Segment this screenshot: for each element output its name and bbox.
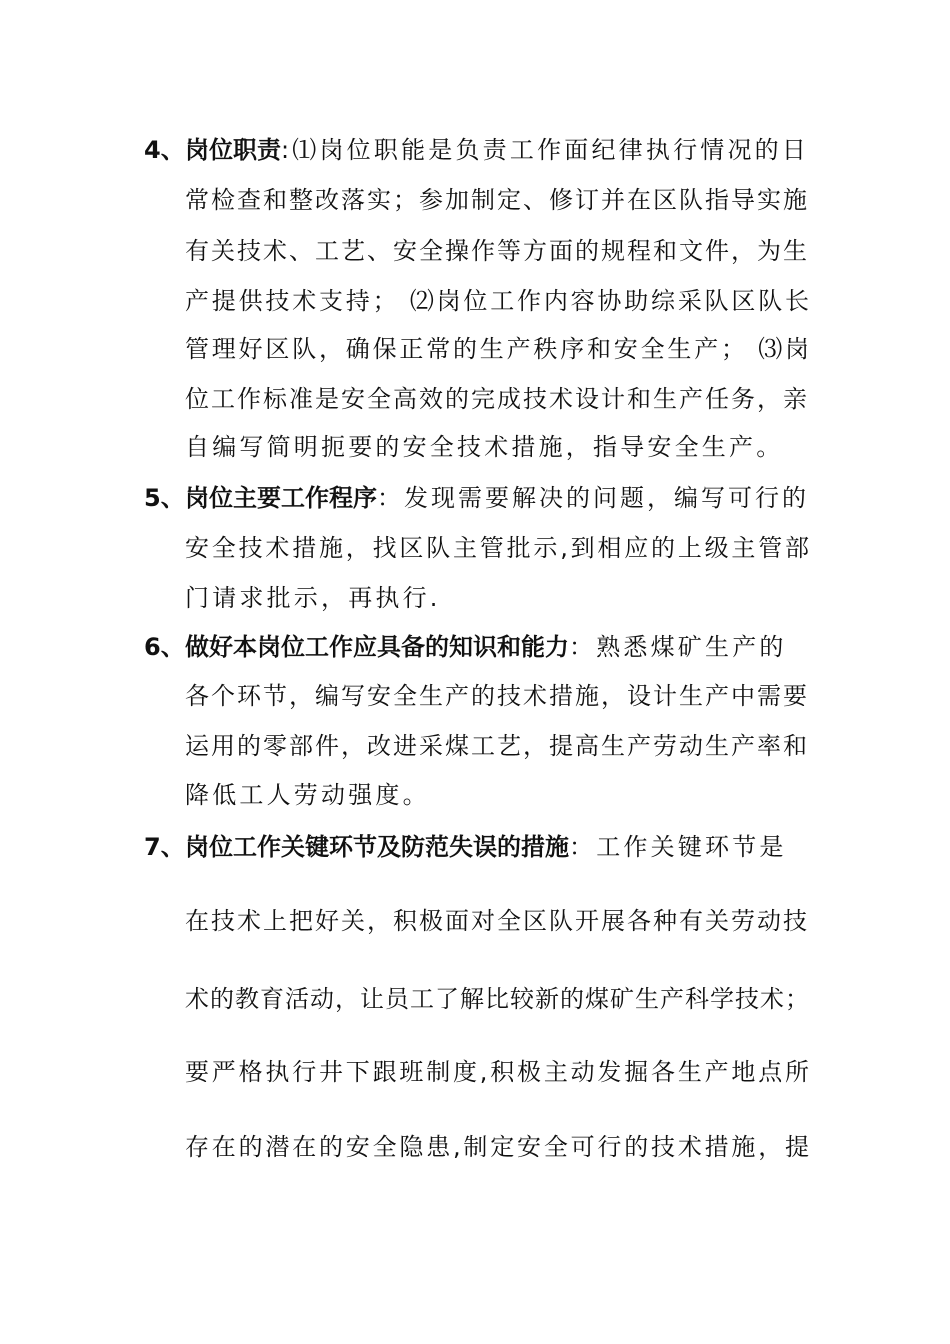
section-text: ：发现需要解决的问题，编写可行的 xyxy=(377,484,809,512)
body-line: 运用的零部件，改进采煤工艺，提高生产劳动生产率和 xyxy=(185,732,809,760)
section-number: 4、 xyxy=(144,136,185,164)
section-heading: 做好本岗位工作应具备的知识和能力 xyxy=(185,633,569,661)
section-text: :⑴岗位职能是负责工作面纪律执行情况的日 xyxy=(281,136,810,164)
body-line: 在技术上把好关，积极面对全区队开展各种有关劳动技 xyxy=(185,907,809,935)
section-heading: 岗位主要工作程序 xyxy=(185,484,377,512)
section-number: 5、 xyxy=(144,484,185,512)
body-line: 有关技术、工艺、安全操作等方面的规程和文件，为生 xyxy=(185,237,809,265)
section-first-line xyxy=(185,483,809,513)
body-line: 自编写简明扼要的安全技术措施，指导安全生产。 xyxy=(185,433,784,461)
section-text: ：熟悉煤矿生产的 xyxy=(569,633,787,661)
body-line: 产提供技术支持； ⑵岗位工作内容协助综采队区队长 xyxy=(185,287,812,315)
body-line: 门请求批示，再执行. xyxy=(185,584,441,612)
body-line: 存在的潜在的安全隐患,制定安全可行的技术措施，提 xyxy=(185,1133,812,1161)
section-text: ：工作关键环节是 xyxy=(569,833,787,861)
body-line: 位工作标准是安全高效的完成技术设计和生产任务，亲 xyxy=(185,385,809,413)
section-heading: 岗位职责 xyxy=(185,136,281,164)
section-first-line xyxy=(185,135,809,165)
section-first-line xyxy=(185,632,787,662)
section-heading: 岗位工作关键环节及防范失误的措施 xyxy=(185,833,569,861)
body-line: 各个环节，编写安全生产的技术措施，设计生产中需要 xyxy=(185,682,809,710)
section-number: 6、 xyxy=(144,633,185,661)
section-number: 7、 xyxy=(144,833,185,861)
body-line: 管理好区队，确保正常的生产秩序和安全生产； ⑶岗 xyxy=(185,335,812,363)
body-line: 常检查和整改落实；参加制定、修订并在区队指导实施 xyxy=(185,186,809,214)
body-line: 安全技术措施，找区队主管批示,到相应的上级主管部 xyxy=(185,534,812,562)
body-line: 术的教育活动，让员工了解比较新的煤矿生产科学技术； xyxy=(185,985,810,1013)
body-line: 要严格执行井下跟班制度,积极主动发掘各生产地点所 xyxy=(185,1058,812,1086)
body-line: 降低工人劳动强度。 xyxy=(185,781,430,809)
section-first-line xyxy=(185,832,787,862)
